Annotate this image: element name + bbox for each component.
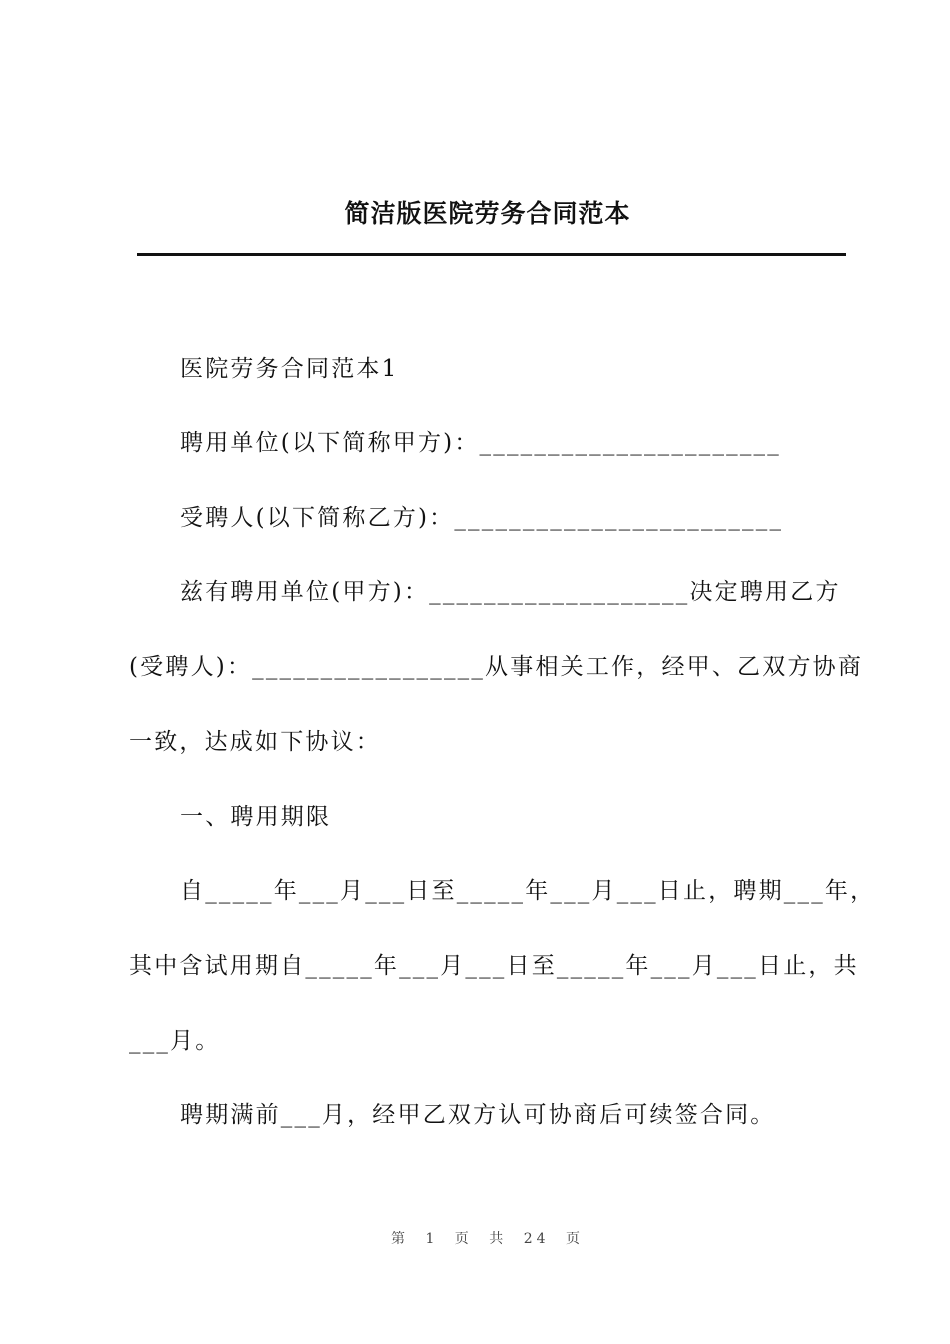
title-underline	[137, 253, 846, 256]
page-number-footer: 第 1 页 共 24 页	[391, 1231, 584, 1247]
paragraph-line: 兹有聘用单位(甲方)：___________________决定聘用乙方	[180, 579, 841, 605]
paragraph-line: (受聘人)：_________________从事相关工作，经甲、乙双方协商	[129, 654, 864, 680]
paragraph-line: 其中含试用期自_____年___月___日至_____年___月___日止，共	[129, 953, 859, 979]
document-title: 简洁版医院劳务合同范本	[344, 199, 631, 228]
paragraph-line: 聘期满前___月，经甲乙双方认可协商后可续签合同。	[180, 1102, 776, 1128]
section-heading-term: 一、聘用期限	[180, 804, 332, 830]
employer-line: 聘用单位(以下简称甲方)：______________________	[180, 430, 781, 456]
paragraph-line: 一致，达成如下协议：	[129, 729, 381, 755]
paragraph-line: ___月。	[129, 1028, 221, 1054]
section-heading-contract-1: 医院劳务合同范本1	[180, 356, 399, 382]
employee-line: 受聘人(以下简称乙方)：________________________	[180, 505, 784, 531]
paragraph-line: 自_____年___月___日至_____年___月___日止，聘期___年，	[180, 878, 876, 904]
